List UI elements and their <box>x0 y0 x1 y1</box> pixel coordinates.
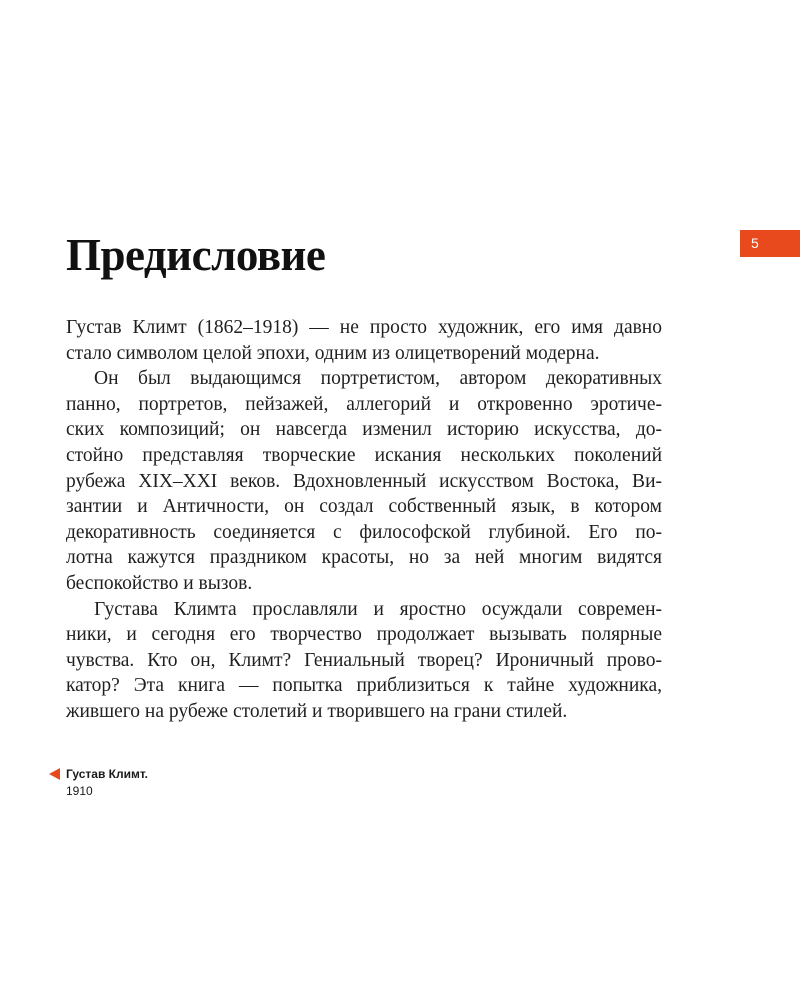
page-number-badge <box>740 230 800 257</box>
body-line: беспокойство и вызов. <box>66 572 253 594</box>
body-line: стало символом целой эпохи, одним из олицетворений модерна. <box>66 342 600 364</box>
body-line: ских композиций; он навсегда изменил историю искусства, до- <box>66 419 662 441</box>
page-title: Предисловие <box>66 230 326 280</box>
caption-year: 1910 <box>66 784 93 798</box>
body-line: рубежа XIX–XXI веков. Вдохновленный искусством Востока, Ви- <box>66 470 662 492</box>
body-line: стойно представляя творческие искания нескольких поколений <box>66 444 662 466</box>
body-line: чувства. Кто он, Климт? Гениальный творец? Ироничный прово- <box>66 649 662 671</box>
body-line: катор? Эта книга — попытка приблизиться к тайне художника, <box>66 675 662 697</box>
page-number: 5 <box>751 235 759 251</box>
body-line: лотна кажутся праздником красоты, но за ней многим видятся <box>66 547 662 569</box>
body-line: зантии и Античности, он создал собственный язык, в котором <box>66 496 662 518</box>
body-text <box>66 315 662 725</box>
body-line: Густава Климта прославляли и яростно осуждали современ- <box>94 598 662 620</box>
body-line: ники, и сегодня его творчество продолжает вызывать полярные <box>66 624 662 646</box>
body-line: Он был выдающимся портретистом, автором декоративных <box>94 368 662 390</box>
caption-title: Густав Климт. <box>66 767 149 781</box>
body-line: Густав Климт (1862–1918) — не просто художник, его имя давно <box>66 317 662 338</box>
body-line: панно, портретов, пейзажей, аллегорий и откровенно эротиче- <box>66 393 662 415</box>
body-line: декоративность соединяется с философской глубиной. Его по- <box>66 521 662 543</box>
left-triangle-icon <box>49 768 60 780</box>
body-line: жившего на рубеже столетий и творившего на грани стилей. <box>66 700 568 722</box>
